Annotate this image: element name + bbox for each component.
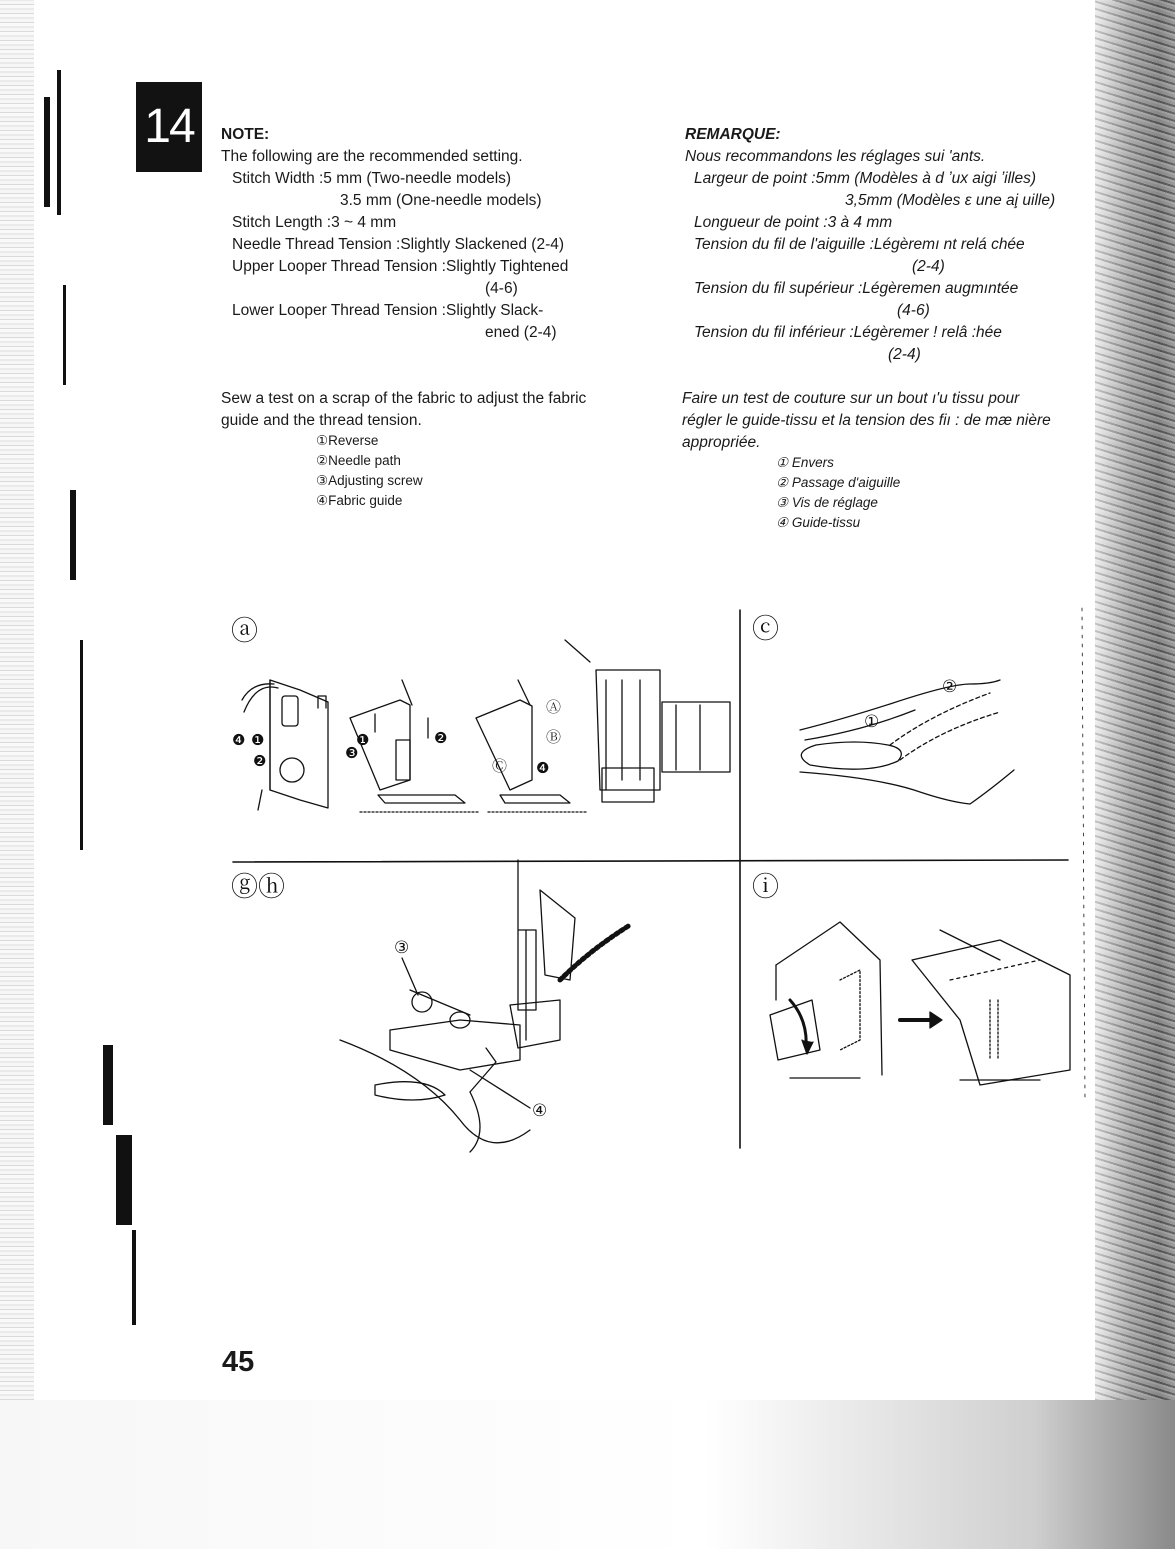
test-instruction-fr: régler le guide-tissu et la tension des fiı : de mæ nière [682,412,1051,429]
step-marker: ❹ [232,732,246,749]
setting-line: (4-6) [485,280,518,297]
step-marker: Ⓐ [546,699,562,716]
setting-line: Upper Looper Thread Tension :Slightly Tightened [232,258,569,275]
legend-item: ④Fabric guide [316,493,403,508]
panel-gh-drawing [340,860,630,1152]
page-number: 45 [222,1346,255,1378]
panel-gh-label: ⓖⓗ [231,872,285,902]
note-intro: The following are the recommended setting. [221,148,523,165]
legend-item: ③Adjusting screw [316,473,423,488]
reglage-line: Largeur de point :5mm (Modèles à d ʼux aigi ʼilles) [694,170,1037,187]
reglage-line: (4-6) [897,302,930,319]
callout-fabric-guide: ④ [532,1101,548,1120]
step-marker: ❶ [251,732,265,749]
callout-needle-path: ② [942,677,958,696]
panel-i-label: ⓘ [752,872,779,902]
reglage-line: Tension du fil supérieur :Légèremen augmıntée [694,280,1019,297]
panel-a-drawing [242,640,730,812]
step-marker: ❶ [356,732,370,749]
reglage-line: 3,5mm (Modèles ε une ai̧ uille) [845,192,1056,209]
step-marker: Ⓑ [546,729,562,746]
reglage-line: (2-4) [912,258,945,275]
callout-reverse: ① [864,712,880,731]
remarque-heading: REMARQUE: [685,126,781,143]
chapter-badge: 14 [136,82,202,172]
test-instruction: guide and the thread tension. [221,412,422,429]
step-marker: ❹ [536,760,550,777]
legend-item: ②Needle path [316,453,401,468]
test-instruction-fr: appropriée. [682,434,761,451]
step-marker: ❷ [434,730,448,747]
reglage-line: (2-4) [888,346,921,363]
panel-c-label: ⓒ [752,614,779,644]
test-instruction-fr: Faire un test de couture sur un bout ı'u tissu pour [682,390,1020,407]
reglage-line: Tension du fil de l'aiguille :Légèremı nt relá chée [694,236,1025,253]
test-instruction: Sew a test on a scrap of the fabric to adjust the fabric [221,390,587,407]
remarque-intro: Nous recommandons les réglages sui 'ants. [685,148,986,165]
step-marker: ❸ [345,745,359,762]
step-marker: ❷ [253,753,267,770]
legend-item-fr: ④ Guide-tissu [776,515,861,530]
panel-i-drawing [770,922,1070,1085]
setting-line: Stitch Length :3 ~ 4 mm [232,214,397,231]
callout-adjusting-screw: ③ [394,938,410,957]
setting-line: Stitch Width :5 mm (Two-needle models) [232,170,512,187]
legend-item-fr: ② Passage d'aiguille [776,475,901,490]
panel-edge [1082,608,1085,1100]
panel-c-drawing [800,680,1014,804]
setting-line: ened (2-4) [485,324,557,341]
panel-divider-horizontal [233,860,1068,862]
reglage-line: Longueur de point :3 à 4 mm [694,214,893,231]
setting-line: Needle Thread Tension :Slightly Slackened (2-4) [232,236,565,253]
setting-line: Lower Looper Thread Tension :Slightly Slack- [232,302,544,319]
panel-a-label: ⓐ [231,616,258,646]
setting-line: 3.5 mm (One-needle models) [340,192,542,209]
note-heading: NOTE: [221,126,270,143]
step-marker: Ⓒ [492,758,508,775]
legend-item-fr: ③ Vis de réglage [776,495,878,510]
legend-item-fr: ① Envers [776,455,834,470]
legend-item: ①Reverse [316,433,379,448]
reglage-line: Tension du fil inférieur :Légèremer ! relâ :hée [694,324,1002,341]
